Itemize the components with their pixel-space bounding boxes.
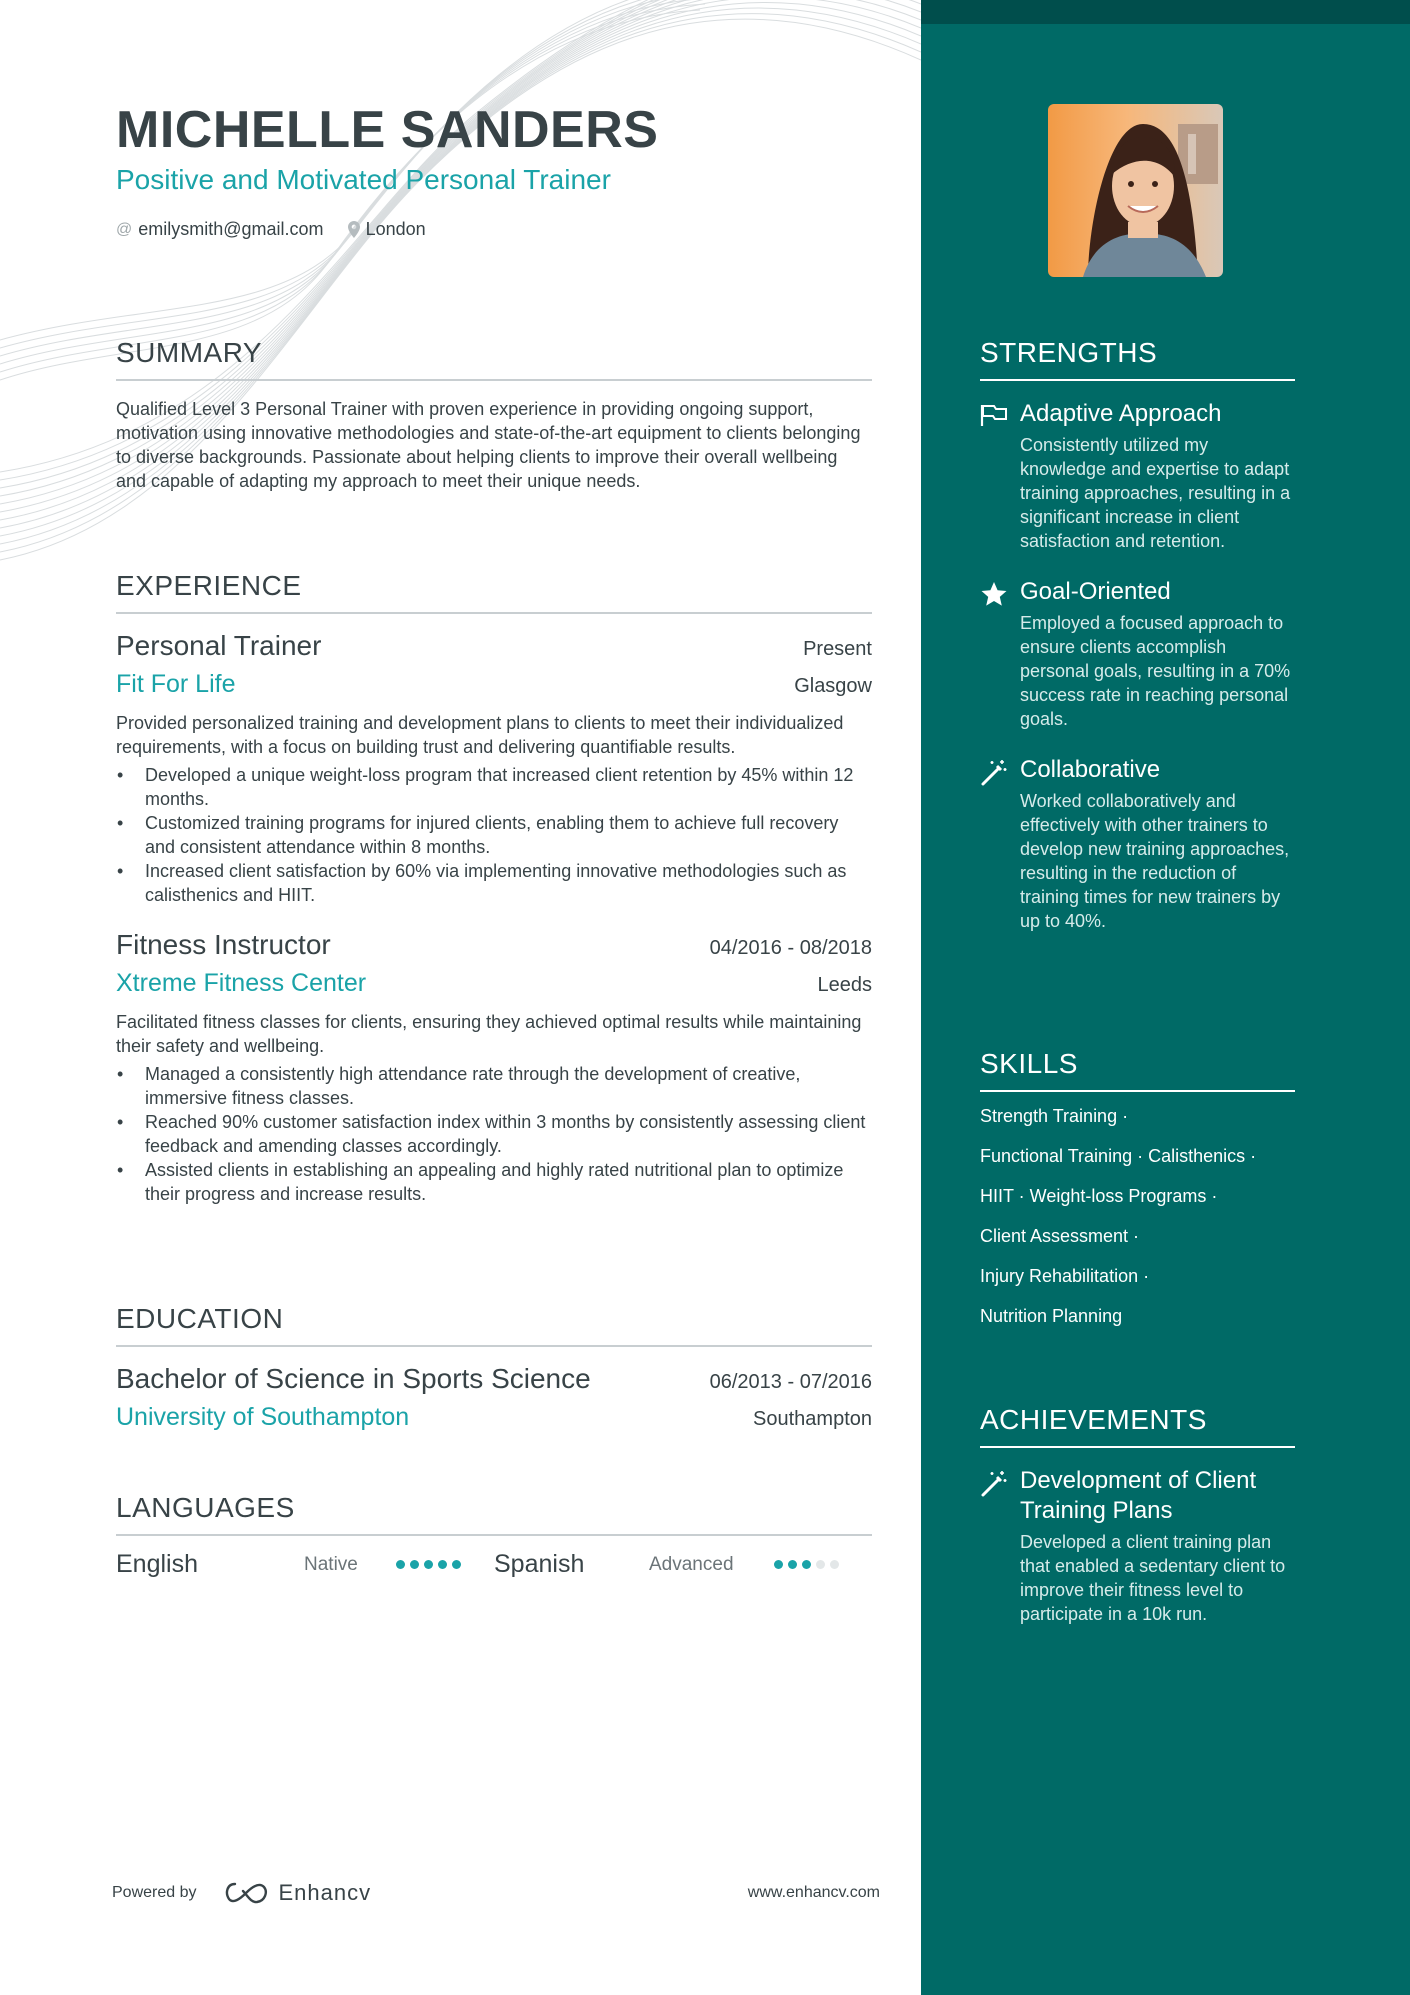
sidebar-top-band bbox=[921, 0, 1410, 24]
star-icon bbox=[980, 577, 1020, 731]
powered-by bbox=[112, 1880, 371, 1906]
strength-item bbox=[980, 577, 1295, 731]
job-bullet: • Increased client satisfaction by 60% via implementing innovative methodologies such as calisthenics and HIIT. bbox=[116, 859, 872, 907]
job-bullet: • Customized training programs for injured clients, enabling them to achieve full recovery and consistent attendance within 8 months. bbox=[116, 811, 872, 859]
proficiency-dot-empty bbox=[830, 1560, 839, 1569]
magic-wand-icon bbox=[980, 755, 1020, 933]
footer bbox=[112, 1880, 880, 1906]
location-pin-icon bbox=[348, 221, 360, 238]
education-entry bbox=[116, 1363, 872, 1432]
languages-section bbox=[116, 1492, 872, 1579]
education-title: EDUCATION bbox=[116, 1303, 872, 1347]
decorative-waves bbox=[0, 0, 921, 600]
strength-title: Collaborative bbox=[1020, 756, 1161, 783]
email-text: emilysmith@gmail.com bbox=[138, 219, 324, 239]
job-bullet: • Assisted clients in establishing an appealing and highly rated nutritional plan to optimize their progress and increase results. bbox=[116, 1158, 872, 1206]
experience-section bbox=[116, 570, 872, 1206]
skill-line: Functional Training · Calisthenics · bbox=[980, 1146, 1257, 1166]
skills-section bbox=[980, 1048, 1295, 1328]
brand-name: Enhancv bbox=[278, 1880, 372, 1905]
job-bullet: • Reached 90% customer satisfaction index within 3 months by consistently assessing client feedback and amending classes accordingly. bbox=[116, 1110, 872, 1158]
language-proficiency-dots bbox=[396, 1560, 461, 1569]
skill-line: Injury Rehabilitation · bbox=[980, 1266, 1150, 1286]
job-date: Present bbox=[803, 638, 872, 660]
language-level: Advanced bbox=[649, 1553, 734, 1575]
website-link[interactable]: www.enhancv.com bbox=[747, 1884, 880, 1901]
job-title: Personal Trainer bbox=[116, 630, 322, 661]
enhancv-logo-icon bbox=[223, 1881, 269, 1905]
proficiency-dot-filled bbox=[410, 1560, 419, 1569]
contact-info bbox=[116, 219, 426, 240]
languages-title: LANGUAGES bbox=[116, 1492, 872, 1536]
skills-list bbox=[980, 1104, 1295, 1328]
enhancv-brand[interactable] bbox=[223, 1880, 372, 1906]
proficiency-dot-filled bbox=[452, 1560, 461, 1569]
proficiency-dot-filled bbox=[788, 1560, 797, 1569]
proficiency-dot-empty bbox=[816, 1560, 825, 1569]
job-entry bbox=[116, 630, 872, 907]
skill-line: HIIT · Weight-loss Programs · bbox=[980, 1186, 1218, 1206]
job-date: 04/2016 - 08/2018 bbox=[709, 937, 872, 959]
job-description: Provided personalized training and development plans to clients to meet their individualized requirements, with a focus on building trust and delivering quantifiable results. bbox=[116, 713, 844, 757]
language-item bbox=[116, 1550, 494, 1579]
strengths-title: STRENGTHS bbox=[980, 337, 1295, 381]
proficiency-dot-filled bbox=[438, 1560, 447, 1569]
skill-line: Client Assessment · bbox=[980, 1226, 1140, 1246]
sidebar bbox=[921, 0, 1410, 1995]
candidate-name: MICHELLE SANDERS bbox=[116, 101, 659, 159]
powered-by-label: Powered by bbox=[112, 1884, 197, 1901]
strength-description: Consistently utilized my knowledge and expertise to adapt training approaches, resulting in a significant increase in client satisfaction and retention. bbox=[1020, 435, 1291, 551]
job-title: Fitness Instructor bbox=[116, 929, 331, 960]
company-name: Xtreme Fitness Center bbox=[116, 969, 367, 997]
language-name: English bbox=[116, 1550, 198, 1578]
proficiency-dot-filled bbox=[396, 1560, 405, 1569]
job-entry bbox=[116, 929, 872, 1206]
proficiency-dot-filled bbox=[774, 1560, 783, 1569]
job-bullets bbox=[116, 763, 872, 907]
location-text: London bbox=[365, 219, 426, 239]
job-description: Facilitated fitness classes for clients, ensuring they achieved optimal results while maintaining their safety and wellbeing. bbox=[116, 1012, 862, 1056]
degree-title: Bachelor of Science in Sports Science bbox=[116, 1363, 591, 1394]
magic-wand-icon bbox=[980, 1466, 1020, 1626]
flag-icon bbox=[980, 399, 1020, 553]
language-item bbox=[494, 1550, 872, 1579]
strength-title: Adaptive Approach bbox=[1020, 400, 1222, 427]
language-name: Spanish bbox=[494, 1550, 585, 1578]
summary-title: SUMMARY bbox=[116, 337, 872, 381]
achievements-section bbox=[980, 1404, 1295, 1626]
education-section bbox=[116, 1303, 872, 1432]
company-name: Fit For Life bbox=[116, 670, 236, 698]
job-bullet: • Managed a consistently high attendance rate through the development of creative, immersive fitness classes. bbox=[116, 1062, 872, 1110]
summary-section bbox=[116, 337, 872, 493]
skill-line: Strength Training · bbox=[980, 1106, 1129, 1126]
language-proficiency-dots bbox=[774, 1560, 839, 1569]
school-name: University of Southampton bbox=[116, 1403, 410, 1431]
skill-line: Nutrition Planning bbox=[980, 1306, 1123, 1326]
job-bullet: • Developed a unique weight-loss program that increased client retention by 45% within 12 months. bbox=[116, 763, 872, 811]
language-level: Native bbox=[304, 1553, 358, 1575]
skills-title: SKILLS bbox=[980, 1048, 1295, 1092]
job-location: Glasgow bbox=[794, 675, 872, 697]
job-location: Leeds bbox=[817, 974, 872, 996]
strength-item bbox=[980, 399, 1295, 553]
school-location: Southampton bbox=[753, 1408, 872, 1430]
achievement-description: Developed a client training plan that enabled a sedentary client to improve their fitness level to participate in a 10k run. bbox=[1020, 1532, 1286, 1624]
candidate-headline: Positive and Motivated Personal Trainer bbox=[116, 164, 611, 195]
proficiency-dot-filled bbox=[424, 1560, 433, 1569]
job-bullets bbox=[116, 1062, 872, 1206]
experience-title: EXPERIENCE bbox=[116, 570, 872, 614]
email-item[interactable] bbox=[116, 219, 324, 240]
education-date: 06/2013 - 07/2016 bbox=[709, 1371, 872, 1393]
achievement-title: Development of Client Training Plans bbox=[1020, 1467, 1257, 1524]
proficiency-dot-filled bbox=[802, 1560, 811, 1569]
at-icon: @ bbox=[116, 220, 133, 238]
profile-photo bbox=[1048, 104, 1223, 277]
strength-title: Goal-Oriented bbox=[1020, 578, 1171, 605]
strength-item bbox=[980, 755, 1295, 933]
strengths-section bbox=[980, 337, 1295, 933]
location-item bbox=[348, 219, 426, 240]
summary-text: Qualified Level 3 Personal Trainer with proven experience in providing ongoing support, motivation using innovative methodologies and state-of-the-art equipment to clients belonging to diverse backgrounds. Passionate about helping clients to improve their overall wellbeing and capable of adapting my approach to meet their unique needs. bbox=[116, 399, 861, 491]
achievement-item bbox=[980, 1466, 1295, 1626]
strength-description: Worked collaboratively and effectively with other trainers to develop new training approaches, resulting in the reduction of training times for new trainers by up to 40%. bbox=[1020, 791, 1290, 931]
strength-description: Employed a focused approach to ensure clients accomplish personal goals, resulting in a 70% success rate in reaching personal goals. bbox=[1020, 613, 1291, 729]
achievements-title: ACHIEVEMENTS bbox=[980, 1404, 1295, 1448]
